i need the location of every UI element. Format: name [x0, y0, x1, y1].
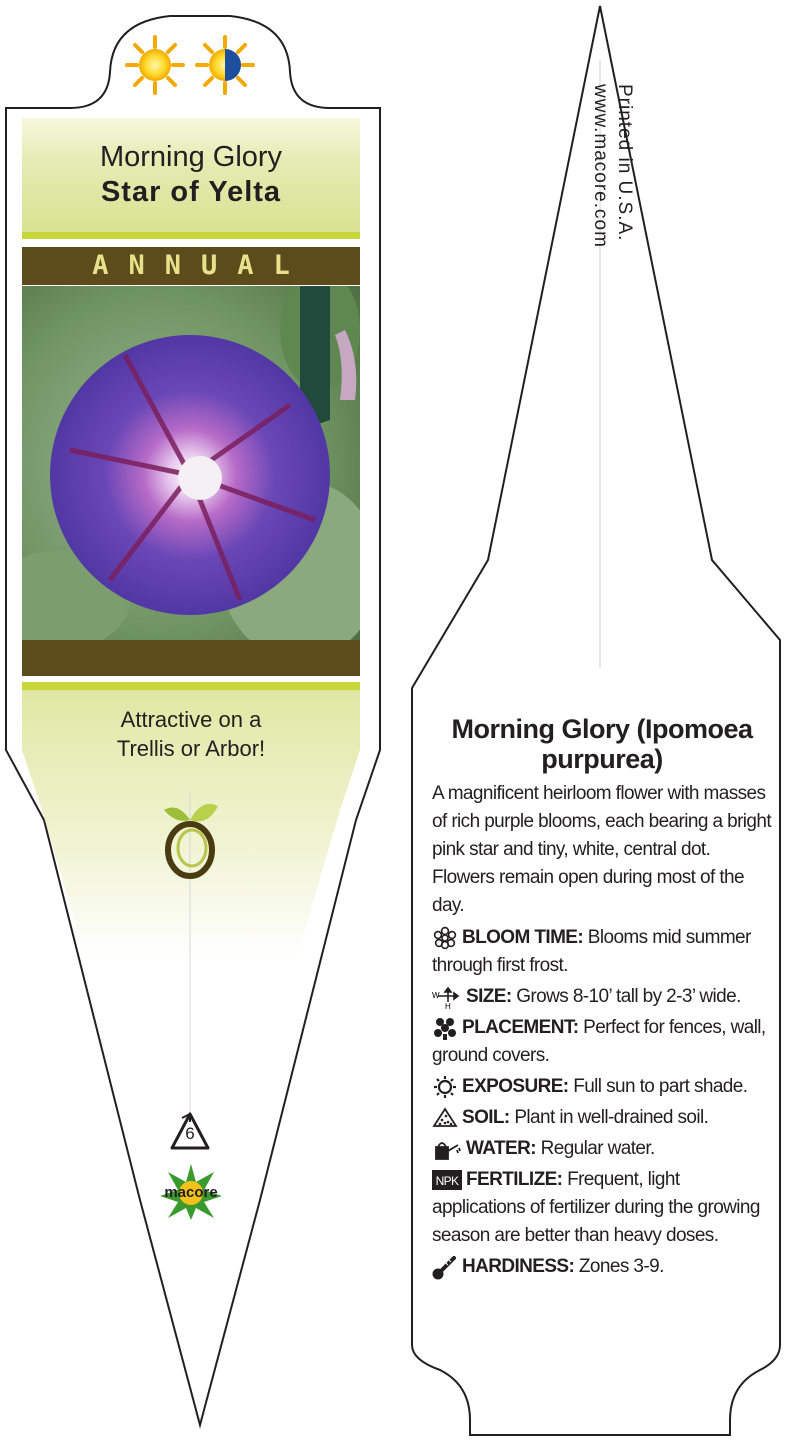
size-label: SIZE:: [466, 986, 512, 1007]
placement-icon: [432, 1016, 458, 1040]
soil-text: Plant in well-drained soil.: [514, 1107, 709, 1128]
svg-text:H: H: [445, 1001, 451, 1009]
water-text: Regular water.: [540, 1138, 655, 1159]
plant-type-band: ANNUAL: [22, 247, 360, 285]
care-title: [432, 714, 772, 774]
print-info: [560, 80, 650, 310]
care-item-bloom-time: [432, 924, 772, 980]
soil-icon: [432, 1106, 458, 1130]
exposure-text: Full sun to part shade.: [573, 1076, 748, 1097]
care-info: [432, 714, 772, 1284]
placement-label: PLACEMENT:: [462, 1017, 579, 1038]
svg-text:NPK: NPK: [435, 1173, 459, 1188]
svg-text:W: W: [432, 990, 439, 1000]
hardiness-text: Zones 3-9.: [578, 1256, 664, 1277]
care-item-placement: [432, 1014, 772, 1070]
exposure-label: EXPOSURE:: [462, 1076, 569, 1097]
water-label: WATER:: [466, 1138, 536, 1159]
soil-label: SOIL:: [462, 1107, 510, 1128]
website: www.macore.com: [590, 84, 611, 248]
bloom-time-label: BLOOM TIME:: [462, 927, 584, 948]
care-item-hardiness: [432, 1253, 772, 1281]
care-item-soil: [432, 1104, 772, 1132]
thermometer-icon: [432, 1254, 458, 1280]
watering-can-icon: [432, 1137, 462, 1161]
care-item-size: [432, 983, 772, 1011]
care-title-line1: Morning Glory (Ipomoea: [451, 714, 753, 744]
hardiness-label: HARDINESS:: [462, 1256, 575, 1277]
care-item-fertilize: [432, 1166, 772, 1250]
plant-description: A magnificent heirloom flower with masses of rich purple blooms, each bearing a bright pink star and tiny, white, central dot. Flowers remain open during most of the day.: [432, 783, 772, 916]
size-text: Grows 8-10’ tall by 2-3’ wide.: [516, 986, 741, 1007]
plant-variety-name: Star of Yelta: [100, 176, 282, 208]
tagline-line2: Trellis or Arbor!: [116, 736, 266, 761]
printed-in: Printed in U.S.A.: [614, 84, 635, 242]
placement-text: Perfect for fences, wall, ground covers.: [432, 1017, 766, 1066]
tagline-line1: Attractive on a: [120, 707, 262, 732]
care-title-line2: purpurea): [541, 744, 663, 774]
care-item-exposure: [432, 1073, 772, 1101]
bloom-time-text: Blooms mid summer through first frost.: [432, 927, 751, 976]
sun-icon: [432, 1075, 458, 1099]
size-icon: [432, 985, 462, 1009]
flower-icon: [432, 926, 458, 950]
care-item-water: [432, 1135, 772, 1163]
fertilize-text: Frequent, light applications of fertilizer during the growing season are better than heavy doses.: [432, 1169, 760, 1246]
plant-common-name: Morning Glory: [99, 141, 283, 173]
recycle-code: 6: [185, 1124, 195, 1143]
fertilize-label: FERTILIZE:: [466, 1169, 563, 1190]
npk-icon: [432, 1169, 462, 1191]
brand-name: macore: [164, 1184, 218, 1201]
